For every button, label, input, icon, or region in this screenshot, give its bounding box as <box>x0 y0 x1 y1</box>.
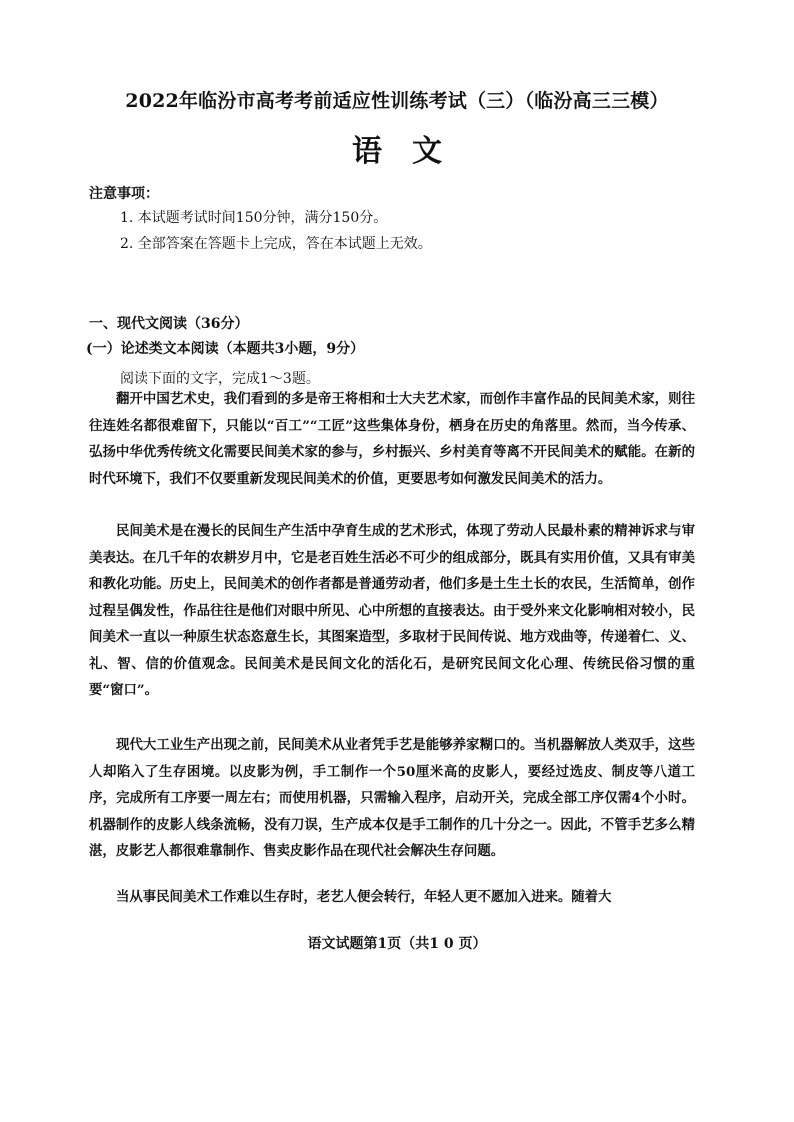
subject-title: 语文 <box>352 134 472 169</box>
reading-instruction: 阅读下面的文字，完成1～3题。 <box>120 371 320 387</box>
notice-item-1: 1. 本试题考试时间150分钟，满分150分。 <box>120 210 388 226</box>
notice-item-2: 2. 全部答案在答题卡上完成，答在本试题上无效。 <box>120 236 432 252</box>
page-footer: 语文试题第1页（共1 0 页） <box>307 936 487 952</box>
exam-title: 2022年临汾市高考考前适应性训练考试（三）（临汾高三三模） <box>125 90 669 112</box>
notice-heading: 注意事项： <box>89 186 159 202</box>
section-subtitle: (一）论述类文本阅读（本题共3小题，9分） <box>86 341 365 357</box>
passage-paragraph-4: 当从事民间美术工作难以生存时，老艺人便会转行，年轻人更不愿加入进来。随着大 <box>116 889 612 905</box>
passage-paragraph-1: 翻开中国艺术史，我们看到的多是帝王将相和士大夫艺术家，而创作丰富作品的民间美术家，则往往连姓名都很难留下，只能以“百工”“工匠”这些集体身份，栖身在历史的角落里。然而，当今传承、弘扬中华优秀传统文化需要民间美术家的参与，乡村振兴、乡村美育等离不开民间美术的赋能。在新的时代环境下，我们不仅要重新发现民间美术的价值，更要思考如何激发民间美术的活力。 <box>89 391 695 487</box>
section-title: 一、现代文阅读（36分） <box>89 316 249 332</box>
passage-paragraph-2: 民间美术是在漫长的民间生产生活中孕育生成的艺术形式，体现了劳动人民最朴素的精神诉求与审美表达。在几千年的农耕岁月中，它是老百姓生活必不可少的组成部分，既具有实用价值，又具有审美和教化功能。历史上，民间美术的创作者都是普通劳动者，他们多是土生土长的农民，生活简单，创作过程呈偶发性，作品往往是他们对眼中所见、心中所想的直接表达。由于受外来文化影响相对较小，民间美术一直以一种原生状态恣意生长，其图案造型，多取材于民间传说、地方戏曲等，传递着仁、义、礼、智、信的价值观念。民间美术是民间文化的活化石，是研究民间文化心理、传统民俗习惯的重要“窗口”。 <box>89 523 695 698</box>
passage-paragraph-3: 现代大工业生产出现之前，民间美术从业者凭手艺是能够养家糊口的。当机器解放人类双手，这些人却陷入了生存困境。以皮影为例，手工制作一个50厘米高的皮影人，要经过选皮、制皮等八道工序，完成所有工序要一周左右；而使用机器，只需输入程序，启动开关，完成全部工序仅需4个小时。机器制作的皮影人线条流畅，没有刀误，生产成本仅是手工制作的几十分之一。因此，不管手艺多么精湛，皮影艺人都很难靠制作、售卖皮影作品在现代社会解决生存问题。 <box>89 737 695 859</box>
